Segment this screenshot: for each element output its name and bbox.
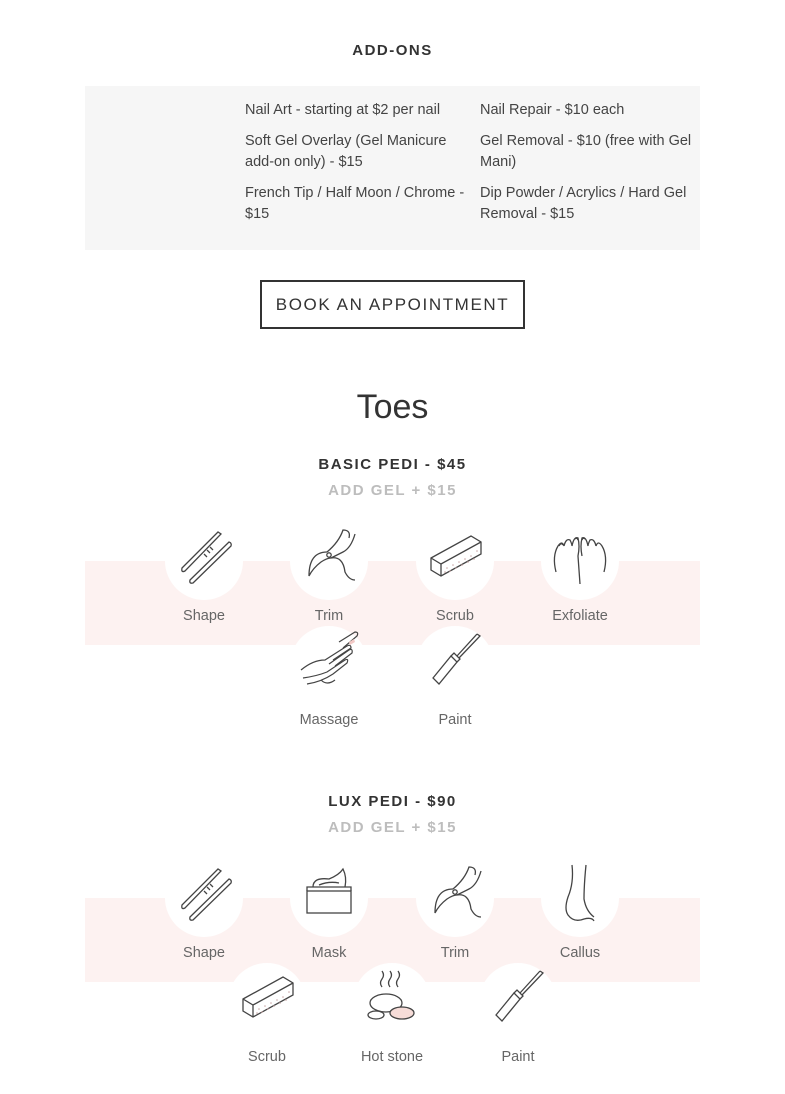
buffer-block-icon bbox=[237, 967, 297, 1027]
addons-title: ADD-ONS bbox=[352, 42, 433, 59]
addon-item: Dip Powder / Acrylics / Hard Gel Removal - $15 bbox=[480, 185, 687, 222]
cream-jar-icon bbox=[299, 863, 359, 923]
addon-item: Nail Repair - $10 each bbox=[480, 102, 625, 118]
service-label: Shape bbox=[183, 945, 225, 961]
addon-item: Nail Art - starting at $2 per nail bbox=[245, 102, 441, 118]
service-label: Paint bbox=[438, 712, 472, 728]
hot-stones-icon bbox=[362, 967, 422, 1027]
nail-file-icon bbox=[174, 863, 234, 923]
service-label: Mask bbox=[311, 945, 347, 961]
book-appointment-button[interactable]: BOOK AN APPOINTMENT bbox=[260, 280, 525, 329]
package-title-basic-pedi: BASIC PEDI - $45 bbox=[318, 456, 467, 473]
service-label: Shape bbox=[183, 608, 225, 624]
service-label: Massage bbox=[299, 712, 359, 728]
service-label: Trim bbox=[314, 608, 344, 624]
section-title-toes: Toes bbox=[356, 388, 429, 426]
addons-panel bbox=[85, 86, 700, 250]
package-addon-gel: ADD GEL + $15 bbox=[328, 482, 457, 499]
hands-massage-icon bbox=[299, 630, 359, 690]
package-addon-gel: ADD GEL + $15 bbox=[328, 819, 457, 836]
cuticle-nipper-icon bbox=[425, 863, 485, 923]
nail-polish-brush-icon bbox=[425, 630, 485, 690]
feet-toes-icon bbox=[550, 526, 610, 586]
addon-item: French Tip / Half Moon / Chrome - $15 bbox=[245, 185, 465, 222]
service-label: Scrub bbox=[436, 608, 474, 624]
nail-file-icon bbox=[174, 526, 234, 586]
buffer-block-icon bbox=[425, 526, 485, 586]
service-label: Callus bbox=[559, 945, 601, 961]
service-label: Trim bbox=[440, 945, 470, 961]
addon-item: Gel Removal - $10 (free with Gel Mani) bbox=[480, 133, 692, 170]
service-label: Exfoliate bbox=[552, 608, 608, 624]
addon-item: Soft Gel Overlay (Gel Manicure add-on only) - $15 bbox=[245, 133, 447, 170]
service-label: Scrub bbox=[248, 1049, 286, 1065]
package-title-lux-pedi: LUX PEDI - $90 bbox=[328, 793, 457, 810]
cuticle-nipper-icon bbox=[299, 526, 359, 586]
foot-icon bbox=[550, 863, 610, 923]
service-label: Paint bbox=[501, 1049, 535, 1065]
nail-polish-brush-icon bbox=[488, 967, 548, 1027]
service-label: Hot stone bbox=[360, 1049, 424, 1065]
